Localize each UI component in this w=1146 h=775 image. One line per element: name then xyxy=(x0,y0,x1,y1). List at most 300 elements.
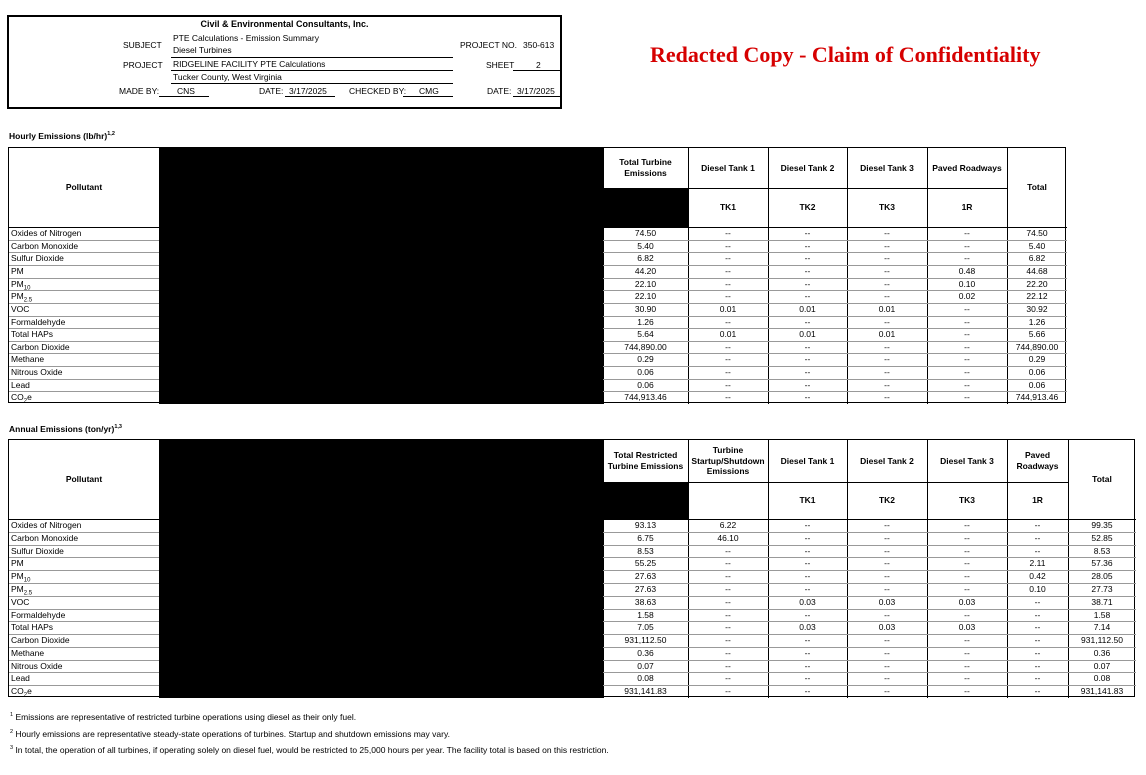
pollutant-name: VOC xyxy=(11,303,30,314)
table-cell: -- xyxy=(804,367,811,378)
table-cell: -- xyxy=(964,379,970,390)
table-cell: -- xyxy=(1034,635,1041,646)
table-cell: 0.29 xyxy=(1028,354,1046,365)
sheet-number: 2 xyxy=(536,60,541,70)
table-cell: 0.01 xyxy=(878,329,896,340)
table-cell: 5.40 xyxy=(1028,240,1046,251)
row-line xyxy=(603,240,1067,241)
table-cell: 28.05 xyxy=(1091,571,1113,582)
table-cell: -- xyxy=(884,341,890,352)
table-cell: -- xyxy=(804,278,811,289)
row-line xyxy=(9,634,159,635)
table-row xyxy=(9,341,1067,354)
table-cell: 55.25 xyxy=(634,558,657,569)
table-cell: 0.06 xyxy=(1028,379,1046,390)
row-line xyxy=(603,660,1136,661)
table-cell: -- xyxy=(1034,520,1041,530)
total-header: Total xyxy=(1092,474,1112,485)
table-cell: 744,890.00 xyxy=(1015,341,1059,352)
column-id: 1R xyxy=(1032,495,1043,506)
table-cell: 0.08 xyxy=(1093,673,1111,684)
annual-title: Annual Emissions $(ton/yr)^{1,3}$ xyxy=(9,424,122,434)
pollutant-name: Carbon Monoxide xyxy=(11,240,79,251)
table-row xyxy=(9,596,1136,609)
table-cell: -- xyxy=(725,253,731,264)
table-cell: 38.63 xyxy=(634,596,657,607)
column-header: Diesel Tank 3 xyxy=(860,162,914,173)
redacted-watermark: Redacted Copy - Claim of Confidentiality xyxy=(650,42,1041,67)
pollutant-name: Methane xyxy=(11,647,45,658)
row-line xyxy=(9,379,159,380)
table-cell: 6.82 xyxy=(1028,253,1046,264)
table-cell: 744,913.46 xyxy=(1015,392,1059,403)
table-cell: -- xyxy=(804,545,811,556)
row-line xyxy=(9,570,159,571)
table-cell: -- xyxy=(884,686,890,697)
table-row xyxy=(9,634,1136,647)
table-cell: -- xyxy=(884,673,890,684)
row-line xyxy=(9,265,159,266)
table-row xyxy=(9,621,1136,634)
table-cell: -- xyxy=(884,253,890,264)
row-line xyxy=(603,685,1136,686)
table-cell: -- xyxy=(725,647,731,658)
table-cell: 0.06 xyxy=(637,379,654,390)
firm-name: Civil & Environmental Consultants, Inc. xyxy=(200,19,369,29)
table-cell: 27.63 xyxy=(634,583,657,594)
table-cell: 30.92 xyxy=(1026,303,1048,314)
table-cell: 6.82 xyxy=(637,253,654,264)
table-cell: -- xyxy=(964,660,970,671)
subject-line2: Diesel Turbines xyxy=(173,45,232,55)
table-cell: -- xyxy=(884,520,890,530)
table-cell: 8.53 xyxy=(1093,545,1111,556)
table-cell: -- xyxy=(964,635,970,646)
table-cell: 0.03 xyxy=(878,596,896,607)
column-id: TK3 xyxy=(878,202,896,213)
column-header: Paved Roadways xyxy=(1016,450,1059,471)
table-cell: 0.03 xyxy=(799,622,816,633)
table-cell: -- xyxy=(1034,647,1041,658)
column-header: Diesel Tank 2 xyxy=(780,162,835,173)
table-row xyxy=(9,532,1136,545)
table-cell: -- xyxy=(804,660,811,671)
row-line xyxy=(9,303,159,304)
row-line xyxy=(603,634,1136,635)
table-cell: 7.14 xyxy=(1093,622,1111,633)
table-row xyxy=(9,557,1136,570)
table-cell: 0.36 xyxy=(637,647,654,658)
hourly-emissions-table xyxy=(8,147,1066,406)
table-cell: 27.63 xyxy=(634,571,657,582)
table-cell: -- xyxy=(964,583,970,594)
table-cell: 52.85 xyxy=(1091,532,1113,543)
table-cell: 0.03 xyxy=(799,596,816,607)
pollutant-header: Pollutant xyxy=(65,182,103,193)
table-cell: -- xyxy=(804,341,811,352)
table-cell: -- xyxy=(725,673,731,684)
table-cell: -- xyxy=(804,379,811,390)
table-cell: -- xyxy=(804,686,811,697)
table-cell: -- xyxy=(884,228,890,238)
row-line xyxy=(9,596,159,597)
table-cell: -- xyxy=(725,265,731,276)
pollutant-header: Pollutant xyxy=(65,474,103,485)
table-cell: 0.42 xyxy=(1029,571,1046,582)
table-cell: -- xyxy=(725,596,731,607)
table-cell: -- xyxy=(725,571,731,582)
footnote-2: $^2$ Hourly emissions are representative steady-state operations of turbines. Startup and shutdown emissions may vary. xyxy=(10,729,450,739)
row-line xyxy=(9,252,159,253)
pollutant-name: Lead xyxy=(11,673,30,684)
column-id: TK3 xyxy=(958,495,976,506)
annual-emissions-table xyxy=(8,439,1135,697)
table-cell: 22.20 xyxy=(1026,278,1048,289)
pollutant-name: Oxides of Nitrogen xyxy=(11,228,82,238)
row-line xyxy=(603,379,1067,380)
table-cell: -- xyxy=(964,228,970,238)
column-header: Turbine Startup/Shutdown Emissions xyxy=(691,445,765,477)
row-line xyxy=(9,366,159,367)
table-cell: 931,141.83 xyxy=(1080,686,1124,697)
table-cell: 1.58 xyxy=(637,609,654,620)
table-cell: 44.20 xyxy=(634,265,657,276)
row-line xyxy=(9,545,159,546)
row-line xyxy=(9,621,159,622)
table-cell: 0.01 xyxy=(799,303,816,314)
table-cell: -- xyxy=(964,303,970,314)
table-cell: 0.06 xyxy=(1028,367,1046,378)
table-cell: -- xyxy=(725,240,731,251)
pollutant-name: Formaldehyde xyxy=(11,316,66,327)
table-cell: -- xyxy=(884,367,890,378)
table-row xyxy=(9,252,1067,265)
table-cell: 30.90 xyxy=(634,303,657,314)
table-cell: -- xyxy=(884,278,890,289)
row-line xyxy=(603,366,1067,367)
row-line xyxy=(9,660,159,661)
footnote-1: $^1$ Emissions are representative of restricted turbine operations using diesel as their only fuel. xyxy=(10,712,357,722)
table-cell: 0.36 xyxy=(1093,647,1111,658)
column-id: TK2 xyxy=(878,495,896,506)
table-cell: 0.02 xyxy=(958,291,976,302)
project-label: PROJECT xyxy=(123,60,163,70)
subject-label: SUBJECT xyxy=(123,40,162,50)
table-cell: 0.29 xyxy=(637,354,654,365)
total-header: Total xyxy=(1027,182,1047,193)
pollutant-name: $CO_2e$ xyxy=(11,392,32,406)
table-cell: -- xyxy=(964,686,970,697)
table-cell: 22.10 xyxy=(634,278,657,289)
row-line xyxy=(9,328,159,329)
table-row xyxy=(9,583,1136,596)
row-line xyxy=(603,596,1136,597)
table-cell: -- xyxy=(725,609,731,620)
table-cell: -- xyxy=(884,571,890,582)
redacted-id-cell xyxy=(603,482,688,519)
table-cell: -- xyxy=(884,392,890,403)
table-cell: -- xyxy=(804,253,811,264)
table-cell: -- xyxy=(964,341,970,352)
table-cell: 931,112.50 xyxy=(1081,635,1123,646)
table-row xyxy=(9,316,1067,329)
row-line xyxy=(9,290,159,291)
sheet-label: SHEET xyxy=(486,60,515,70)
row-line xyxy=(9,240,159,241)
table-cell: -- xyxy=(884,354,890,365)
made-by-label: MADE BY: xyxy=(119,86,160,96)
table-cell: 0.07 xyxy=(1093,660,1111,671)
table-cell: 57.36 xyxy=(1091,558,1113,569)
table-cell: -- xyxy=(725,635,731,646)
row-line xyxy=(603,647,1136,648)
row-line xyxy=(603,672,1136,673)
table-cell: -- xyxy=(804,265,811,276)
table-cell: -- xyxy=(804,392,811,403)
made-by: CNS xyxy=(177,86,195,96)
table-cell: -- xyxy=(884,265,890,276)
pollutant-name: VOC xyxy=(11,596,30,607)
table-cell: -- xyxy=(725,316,731,327)
table-cell: -- xyxy=(964,532,970,543)
project-no: 350-613 xyxy=(523,40,555,50)
row-line xyxy=(9,647,159,648)
row-line xyxy=(9,685,159,686)
table-cell: -- xyxy=(725,367,731,378)
table-cell: 0.07 xyxy=(637,660,654,671)
table-cell: 74.50 xyxy=(1026,228,1048,238)
table-cell: 744,890.00 xyxy=(624,341,667,352)
table-row xyxy=(9,227,1067,240)
row-line xyxy=(603,328,1067,329)
row-line xyxy=(9,557,159,558)
table-cell: 0.06 xyxy=(637,367,654,378)
pollutant-name: Oxides of Nitrogen xyxy=(11,520,82,530)
date2-label: DATE: xyxy=(487,86,512,96)
table-cell: -- xyxy=(884,660,890,671)
table-cell: -- xyxy=(964,647,970,658)
table-cell: -- xyxy=(884,291,890,302)
table-row xyxy=(9,672,1136,685)
table-row xyxy=(9,660,1136,673)
row-line xyxy=(603,353,1067,354)
table-cell: -- xyxy=(1034,686,1041,697)
column-header: Diesel Tank 2 xyxy=(860,455,914,466)
table-cell: 0.10 xyxy=(958,278,976,289)
table-cell: -- xyxy=(964,673,970,684)
row-line xyxy=(603,557,1136,558)
pollutant-name: Sulfur Dioxide xyxy=(11,253,64,264)
table-cell: 6.22 xyxy=(719,520,737,530)
table-cell: -- xyxy=(964,571,970,582)
table-cell: -- xyxy=(804,520,811,530)
table-row xyxy=(9,290,1067,303)
column-id: 1R xyxy=(961,202,973,213)
table-cell: -- xyxy=(804,583,811,594)
pollutant-name: $PM_{2.5}$ xyxy=(11,583,33,597)
table-cell: -- xyxy=(725,278,731,289)
table-cell: -- xyxy=(725,686,731,697)
table-cell: -- xyxy=(804,532,811,543)
table-cell: -- xyxy=(804,673,811,684)
table-cell: -- xyxy=(884,545,890,556)
table-row xyxy=(9,278,1067,291)
table-cell: -- xyxy=(964,392,970,403)
table-cell: -- xyxy=(804,647,811,658)
date1-label: DATE: xyxy=(259,86,284,96)
table-cell: 99.35 xyxy=(1091,520,1113,530)
pollutant-name: Sulfur Dioxide xyxy=(11,545,64,556)
pollutant-name: Nitrous Oxide xyxy=(11,660,63,671)
grid-hline xyxy=(603,188,1007,189)
table-cell: 5.64 xyxy=(637,329,654,340)
row-line xyxy=(603,278,1067,279)
header-box xyxy=(7,15,562,109)
row-line xyxy=(9,341,159,342)
pollutant-name: $PM_{10}$ xyxy=(11,571,31,584)
pollutant-name: Carbon Dioxide xyxy=(11,635,70,646)
pollutant-name: Lead xyxy=(11,379,30,390)
table-cell: 931,141.83 xyxy=(624,686,667,697)
table-cell: -- xyxy=(1034,673,1041,684)
column-header: Diesel Tank 1 xyxy=(780,455,835,466)
table-row xyxy=(9,391,1067,404)
column-id: TK2 xyxy=(799,202,816,213)
row-line xyxy=(9,532,159,533)
table-cell: -- xyxy=(804,291,811,302)
table-cell: 0.01 xyxy=(799,329,816,340)
checked-by: CMG xyxy=(419,86,439,96)
table-cell: 0.03 xyxy=(878,622,896,633)
pollutant-name: Methane xyxy=(11,354,45,365)
table-cell: -- xyxy=(725,622,731,633)
row-line xyxy=(603,341,1067,342)
table-cell: 1.26 xyxy=(637,316,654,327)
table-cell: -- xyxy=(964,520,970,530)
table-row xyxy=(9,328,1067,341)
checked-by-label: CHECKED BY: xyxy=(349,86,407,96)
table-cell: -- xyxy=(964,253,970,264)
table-cell: 93.13 xyxy=(634,520,657,530)
row-line xyxy=(9,583,159,584)
table-row xyxy=(9,647,1136,660)
table-cell: -- xyxy=(725,558,731,569)
table-row xyxy=(9,265,1067,278)
row-line xyxy=(603,252,1067,253)
table-cell: -- xyxy=(725,392,731,403)
table-cell: -- xyxy=(884,316,890,327)
pollutant-name: $CO_2e$ xyxy=(11,686,32,699)
project-line1: RIDGELINE FACILITY PTE Calculations xyxy=(173,59,326,69)
table-cell: -- xyxy=(884,647,890,658)
table-cell: -- xyxy=(725,583,731,594)
table-cell: -- xyxy=(964,545,970,556)
table-cell: -- xyxy=(804,609,811,620)
row-line xyxy=(9,353,159,354)
column-header: Paved Roadways xyxy=(932,162,1002,173)
table-cell: 38.71 xyxy=(1091,596,1113,607)
table-cell: -- xyxy=(884,558,890,569)
pollutant-name: Total HAPs xyxy=(11,622,54,633)
table-cell: -- xyxy=(725,545,731,556)
table-row xyxy=(9,570,1136,583)
table-cell: -- xyxy=(964,609,970,620)
table-cell: -- xyxy=(804,316,811,327)
table-cell: 46.10 xyxy=(717,532,739,543)
column-header: Diesel Tank 1 xyxy=(701,162,755,173)
table-cell: 0.01 xyxy=(878,303,896,314)
table-cell: -- xyxy=(964,367,970,378)
table-cell: -- xyxy=(804,228,811,238)
pollutant-name: Total HAPs xyxy=(11,329,54,340)
table-cell: 8.53 xyxy=(637,545,654,556)
table-row xyxy=(9,303,1067,316)
column-header: Total Restricted Turbine Emissions xyxy=(607,450,684,471)
row-line xyxy=(603,265,1067,266)
column-header: Total Turbine Emissions xyxy=(619,157,672,178)
table-cell: -- xyxy=(725,291,731,302)
table-cell: -- xyxy=(884,583,890,594)
row-line xyxy=(603,303,1067,304)
table-cell: 0.08 xyxy=(637,673,654,684)
row-line xyxy=(603,609,1136,610)
table-cell: -- xyxy=(725,228,731,238)
table-cell: -- xyxy=(1034,622,1041,633)
row-line xyxy=(603,570,1136,571)
table-row xyxy=(9,240,1067,253)
footnote-3: $^3$ In total, the operation of all turbines, if operating solely on diesel fuel, would be restricted to 25,000 hours per year. The facility total is based on this restriction. xyxy=(10,745,609,755)
table-cell: -- xyxy=(725,660,731,671)
pollutant-name: $PM_{10}$ xyxy=(11,278,31,292)
table-cell: 0.03 xyxy=(958,596,976,607)
table-cell: -- xyxy=(725,354,731,365)
table-cell: -- xyxy=(964,558,970,569)
date2: 3/17/2025 xyxy=(517,86,555,96)
project-no-label: PROJECT NO. xyxy=(460,40,517,50)
column-id: TK1 xyxy=(799,495,816,506)
table-row xyxy=(9,685,1136,698)
table-cell: -- xyxy=(1034,545,1041,556)
table-cell: 2.11 xyxy=(1029,558,1046,569)
redacted-id-cell xyxy=(603,188,688,227)
table-cell: 7.05 xyxy=(637,622,654,633)
pollutant-name: $PM_{2.5}$ xyxy=(11,291,33,304)
table-cell: 744,913.46 xyxy=(624,392,667,403)
table-cell: 931,112.50 xyxy=(624,635,667,646)
table-cell: 0.48 xyxy=(958,265,976,276)
pollutant-name: Carbon Dioxide xyxy=(11,341,70,352)
subject-line1: PTE Calculations - Emission Summary xyxy=(173,33,319,43)
row-line xyxy=(603,532,1136,533)
table-cell: 1.58 xyxy=(1093,609,1111,620)
row-line xyxy=(603,391,1067,392)
table-cell: -- xyxy=(1034,660,1041,671)
table-cell: 0.01 xyxy=(719,303,737,314)
table-cell: 22.10 xyxy=(634,291,657,302)
table-cell: 6.75 xyxy=(637,532,654,543)
table-row xyxy=(9,366,1067,379)
table-cell: 5.40 xyxy=(637,240,654,251)
table-cell: 0.10 xyxy=(1029,583,1046,594)
table-cell: -- xyxy=(884,609,890,620)
table-cell: -- xyxy=(884,240,890,251)
table-cell: -- xyxy=(964,329,970,340)
row-line xyxy=(9,609,159,610)
row-line xyxy=(9,316,159,317)
grid-hline xyxy=(603,482,1068,483)
table-row xyxy=(9,379,1067,392)
row-line xyxy=(9,278,159,279)
